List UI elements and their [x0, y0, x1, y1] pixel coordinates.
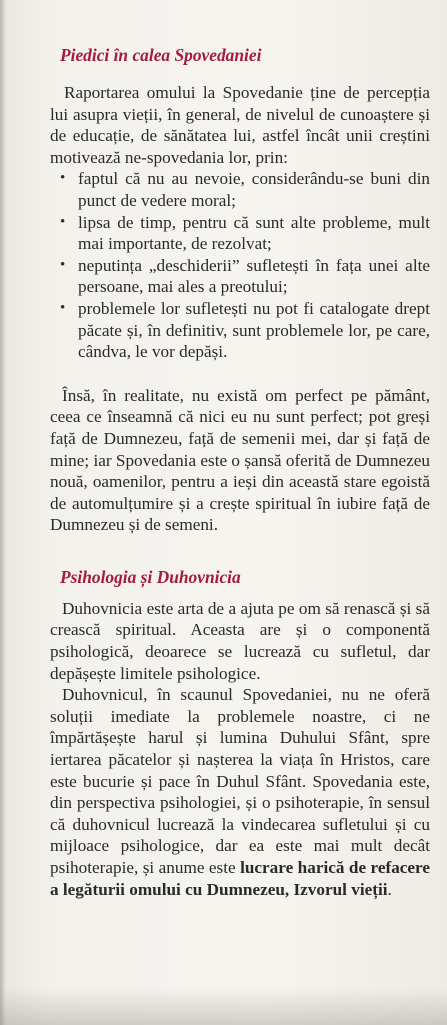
page-edge-shadow	[0, 0, 6, 1025]
list-item-text: faptul că nu au nevoie, considerându-se buni din punct de vedere moral;	[78, 169, 430, 210]
duhovnicul-text: Duhovnicul, în scaunul Spovedaniei, nu ne oferă soluții imediate la problemele noastre, ci ne împărtășește harul și lumina Duhului Sfânt, spre iertarea păcatelor și nașterea la viața în Hristos, care este bucurie și pace în Duhul Sfânt. Spovedania este, din perspectiva psihologiei, și o psihoterapie, în sensul că duhovnicul lucrează la vindecarea sufletului și cu mijloace psihologice, dar ea este mai mult decât psihoterapie, și anume este	[50, 685, 430, 877]
intro-paragraph: Raportarea omului la Spovedanie ține de percepția lui asupra vieții, în general, de nivelul de cunoaștere și de educație, de sănătatea lui, astfel încât unii creștini motivează ne-spovedania lor, prin:	[50, 83, 430, 167]
list-item-text: problemele lor sufletești nu pot fi catalogate drept păcate și, în definitiv, sunt problemele lor, pe care, cândva, le vor depăși.	[78, 298, 430, 362]
bullet-icon: •	[60, 299, 66, 316]
section-title-psychology: Psihologia și Duhovnicia	[60, 566, 241, 587]
list-item-text: lipsa de timp, pentru că sunt alte probleme, mult mai importante, de rezolvat;	[78, 212, 430, 254]
text-column	[50, 44, 430, 900]
page-bottom-shadow	[0, 987, 447, 1025]
bullet-icon: •	[60, 213, 66, 230]
duhovnicul-paragraph	[50, 684, 430, 900]
list-item	[60, 298, 430, 363]
bullet-icon: •	[60, 170, 66, 187]
list-item	[60, 212, 430, 255]
duhovnicul-end: .	[387, 879, 392, 899]
list-item-text: neputința „deschiderii” sufletești în fața unei alte persoane, mai ales a preotului;	[78, 255, 430, 297]
obstacles-list	[50, 168, 430, 362]
section-title-obstacles: Piedici în calea Spovedaniei	[60, 45, 262, 65]
duhovnicul-bold-text: lucrare harică de refacere a legăturii omului cu Dumnezeu, Izvorul vieții	[50, 858, 430, 899]
list-item	[60, 255, 430, 298]
list-item	[60, 168, 430, 211]
paragraph-gap	[50, 363, 430, 385]
bullet-icon: •	[60, 256, 66, 273]
duhovnicia-paragraph: Duhovnicia este arta de a ajuta pe om să renască și să crească spiritual. Aceasta are și o componentă psihologică, deoarece se lucrează cu sufletul, dar depășește limitele psihologice.	[50, 598, 430, 683]
reality-paragraph: Însă, în realitate, nu există om perfect pe pământ, ceea ce înseamnă că nici eu nu sunt perfect; pot greși față de Dumnezeu, față de semenii mei, dar și față de mine; iar Spovedania este o șansă oferită de Dumnezeu nouă, oamenilor, pentru a ieși din această stare egoistă de automulțumire și a crește spiritual în iubire față de Dumnezeu și de semeni.	[50, 385, 430, 535]
